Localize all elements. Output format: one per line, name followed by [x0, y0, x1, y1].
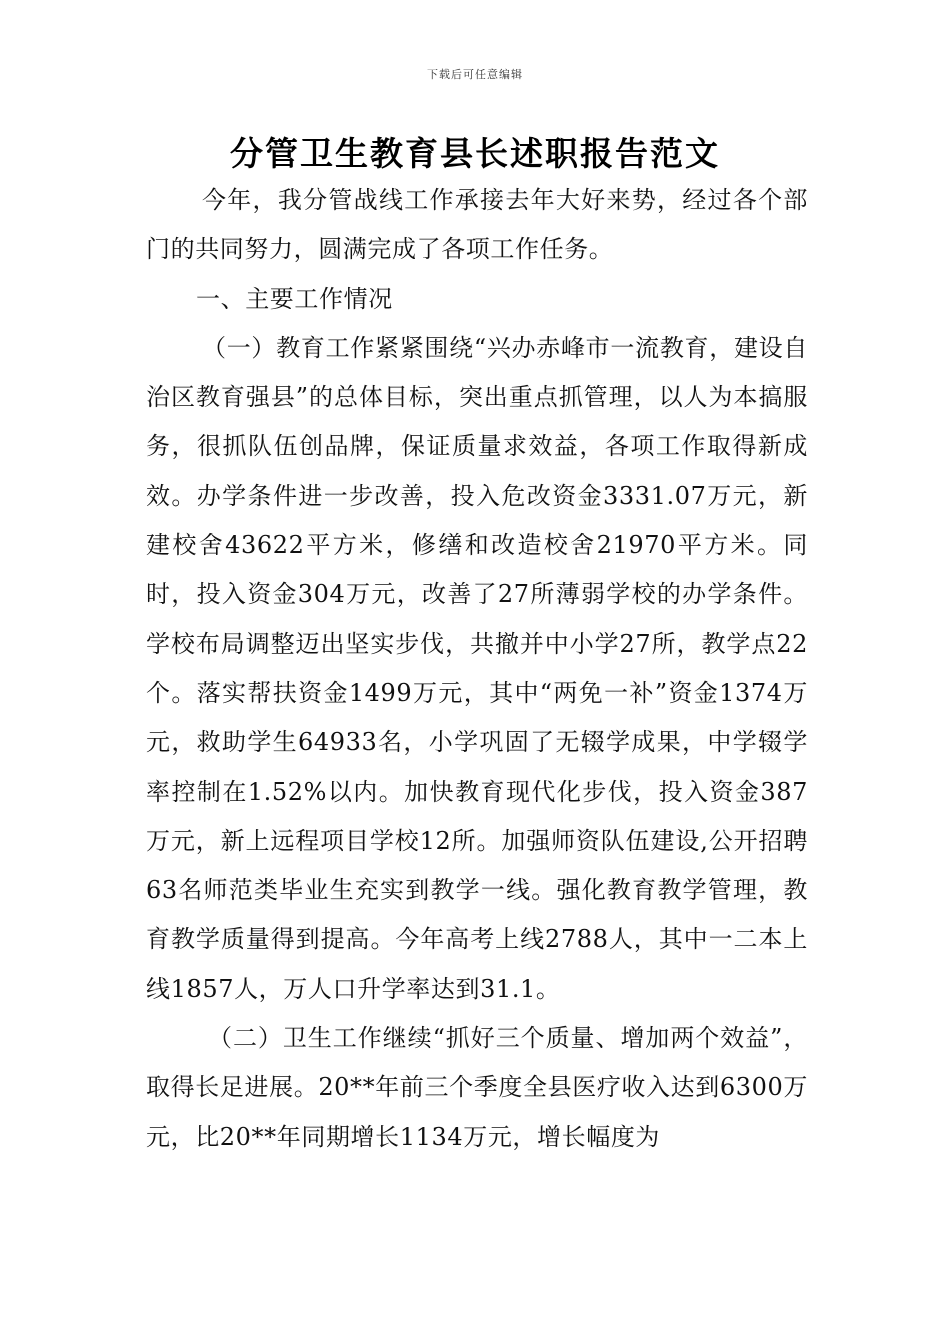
document-title: 分管卫生教育县长述职报告范文 [230, 134, 720, 173]
health-paragraph: （二）卫生工作继续“抓好三个质量、增加两个效益”，取得长足进展。20**年前三个季度全县医疗收入达到6300万元，比20**年同期增长1134万元，增长幅度为 [146, 1024, 808, 1151]
section-heading-main-work: 一、主要工作情况 [196, 284, 393, 313]
header-note: 下载后可任意编辑 [427, 68, 523, 81]
document-body [146, 176, 808, 1162]
intro-paragraph: 今年，我分管战线工作承接去年大好来势，经过各个部门的共同努力，圆满完成了各项工作任务。 [146, 186, 808, 264]
education-paragraph: （一）教育工作紧紧围绕“兴办赤峰市一流教育，建设自治区教育强县”的总体目标，突出重点抓管理，以人为本搞服务，很抓队伍创品牌，保证质量求效益，各项工作取得新成效。办学条件进一步改善，投入危改资金3331.07万元，新建校舍43622平方米，修缮和改造校舍21970平方米。同时，投入资金304万元，改善了27所薄弱学校的办学条件。学校布局调整迈出坚实步伐，共撤并中小学27所，教学点22个。落实帮扶资金1499万元，其中“两免一补”资金1374万元，救助学生64933名，小学巩固了无辍学成果，中学辍学率控制在1.52%以内。加快教育现代化步伐，投入资金387万元，新上远程项目学校12所。加强师资队伍建设,公开招聘63名师范类毕业生充实到教学一线。强化教育教学管理，教育教学质量得到提高。今年高考上线2788人，其中一二本上线1857人，万人口升学率达到31.1。 [146, 333, 808, 1003]
